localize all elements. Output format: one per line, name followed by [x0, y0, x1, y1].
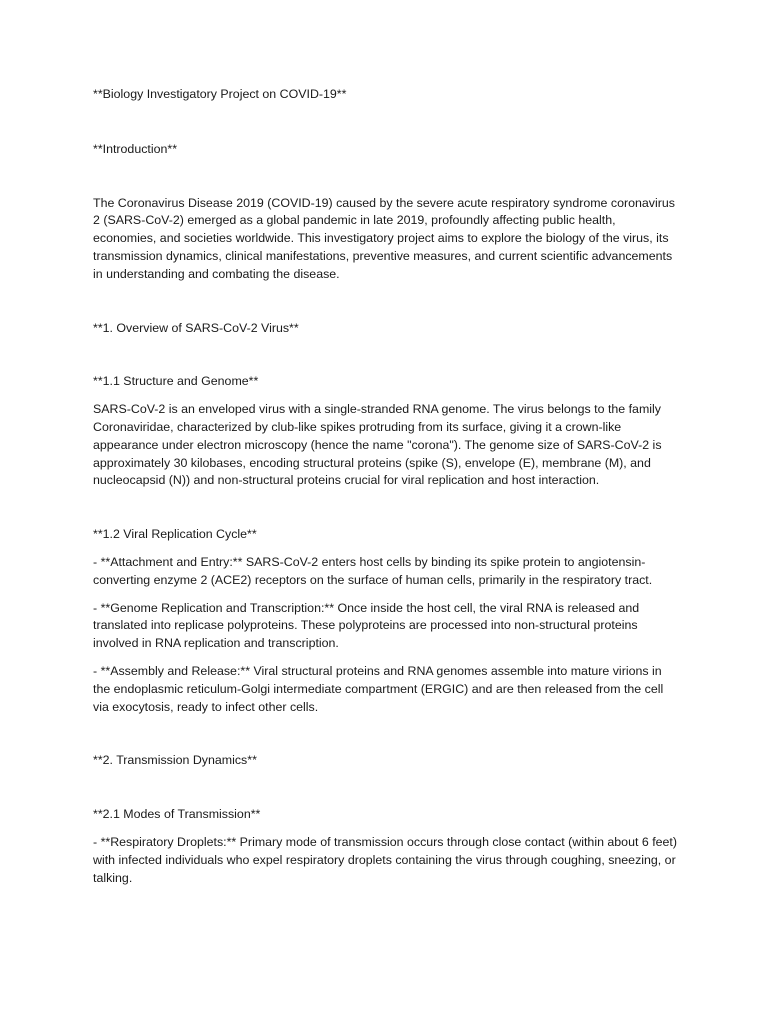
section-1-1-heading: **1.1 Structure and Genome**	[93, 374, 259, 389]
section-1-1-paragraph: SARS-CoV-2 is an enveloped virus with a single-stranded RNA genome. The virus belongs to the family Coronaviridae, characterized by club-like spikes protruding from its surface, giving it a crown-like appearance under electron microscopy (hence the name "corona"). The genome size of SARS-CoV-2 is approximately 30 kilobases, encoding structural proteins (spike (S), envelope (E), membrane (M), and nucleocapsid (N)) and non-structural proteins crucial for viral replication and host interaction.	[93, 402, 662, 488]
list-item-attachment: - **Attachment and Entry:** SARS-CoV-2 enters host cells by binding its spike protein to angiotensin-converting enzyme 2 (ACE2) receptors on the surface of human cells, primarily in the respiratory tract.	[93, 554, 653, 587]
section-2-1-heading: **2.1 Modes of Transmission**	[93, 807, 261, 822]
section-2-heading: **2. Transmission Dynamics**	[93, 753, 257, 768]
list-item-respiratory-droplets: - **Respiratory Droplets:** Primary mode of transmission occurs through close contact (within about 6 feet) with infected individuals who expel respiratory droplets containing the virus through coughing, sneezing, or talking.	[93, 834, 677, 885]
list-item-genome-replication: - **Genome Replication and Transcription:** Once inside the host cell, the viral RNA is released and translated into replicase polyproteins. These polyproteins are processed into non-structural proteins involved in RNA replication and transcription.	[93, 600, 640, 651]
intro-paragraph: The Coronavirus Disease 2019 (COVID-19) caused by the severe acute respiratory syndrome coronavirus 2 (SARS-CoV-2) emerged as a global pandemic in late 2019, profoundly affecting public health, economies, and societies worldwide. This investigatory project aims to explore the biology of the virus, its transmission dynamics, clinical manifestations, preventive measures, and current scientific advancements in understanding and combating the disease.	[93, 195, 675, 281]
document-title: **Biology Investigatory Project on COVID-19**	[93, 87, 347, 101]
intro-heading: **Introduction**	[93, 141, 178, 156]
document-body	[93, 86, 677, 897]
section-1-2-heading: **1.2 Viral Replication Cycle**	[93, 527, 257, 542]
list-item-assembly: - **Assembly and Release:** Viral structural proteins and RNA genomes assemble into mature virions in the endoplasmic reticulum-Golgi intermediate compartment (ERGIC) and are then released from the cell via exocytosis, ready to infect other cells.	[93, 663, 664, 714]
section-1-heading: **1. Overview of SARS-CoV-2 Virus**	[93, 320, 299, 335]
